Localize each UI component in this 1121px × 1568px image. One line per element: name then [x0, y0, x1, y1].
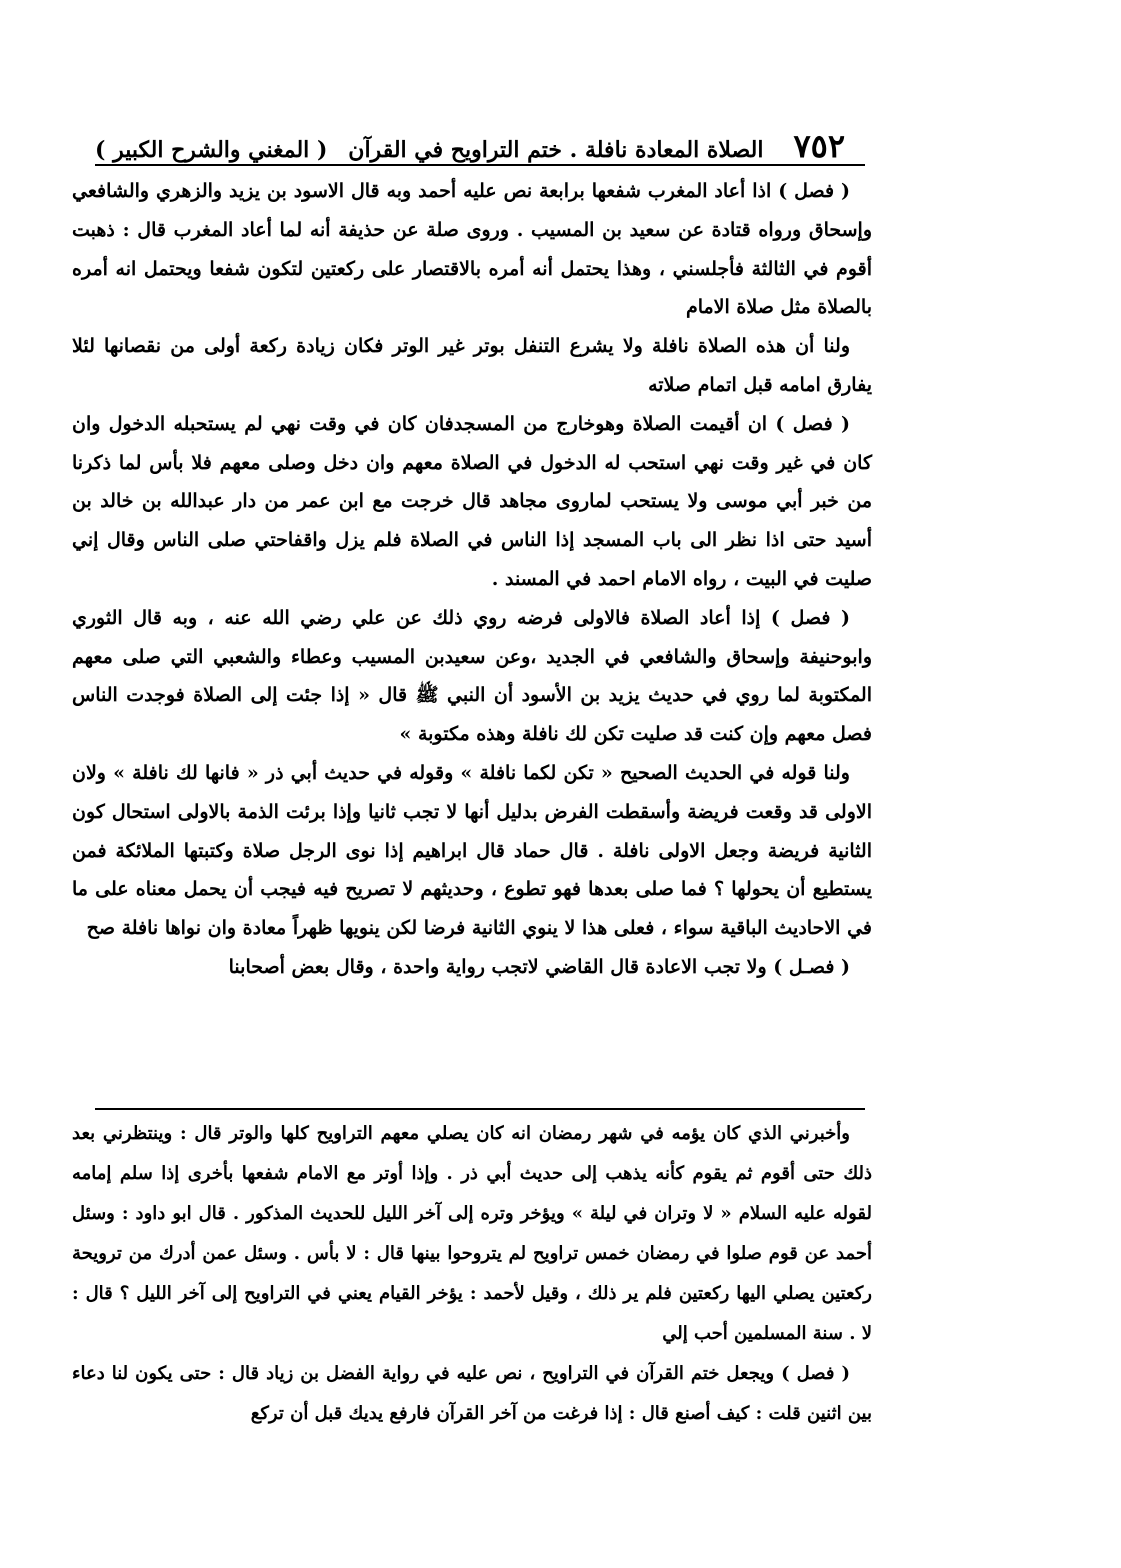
paragraph: ( فصل ) ان أقيمت الصلاة وهوخارج من المسجدفان كان في وقت نهي لم يستحبله الدخول وان كان في غير وقت نهي استحب له الدخول في الصلاة معهم وان دخل وصلى معهم فلا بأس لما ذكرنا من خبر أبي موسى ولا يستحب لماروى مجاهد قال خرجت مع ابن عمر من دار عبدالله بن خالد بن أسيد حتى اذا نظر الى باب المسجد إذا الناس في الصلاة فلم يزل واقفاحتي صلى الناس وقال إني صليت في البيت ، رواه الامام احمد في المسند .	[72, 412, 872, 590]
paragraph: ( فصل ) ويجعل ختم القرآن في التراويح ، نص عليه في رواية الفضل بن زياد قال : حتى يكون لنا دعاء بين اثنين قلت : كيف أصنع قال : إذا فرغت من آخر القرآن فارفع يديك قبل أن تركع	[72, 1363, 872, 1424]
commentary-divider	[95, 1108, 865, 1110]
header-rule	[95, 164, 865, 166]
paragraph: ( فصل ) اذا أعاد المغرب شفعها برابعة نص عليه أحمد وبه قال الاسود بن يزيد والزهري والشافعي وإسحاق ورواه قتادة عن سعيد بن المسيب . وروى صلة عن حذيفة أنه لما أعاد المغرب قال : ذهبت أقوم في الثالثة فأجلسني ، وهذا يحتمل أنه أمره بالاقتصار على ركعتين لتكون شفعا ويحتمل انه أمره بالصلاة مثل صلاة الامام	[72, 180, 872, 319]
book-title: ( المغني والشرح الكبير )	[95, 136, 328, 163]
paragraph: وأخبرني الذي كان يؤمه في شهر رمضان انه كان يصلي معهم التراويح كلها والوتر قال : وينتظرني بعد ذلك حتى أقوم ثم يقوم كأنه يذهب إلى حديث أبي ذر . وإذا أوتر مع الامام شفعها بأخرى إذا سلم إمامه لقوله عليه السلام « لا وتران في ليلة » ويؤخر وتره إلى آخر الليل للحديث المذكور . قال ابو داود : وسئل أحمد عن قوم صلوا في رمضان خمس تراويح لم يتروحوا بينها قال : لا بأس . وسئل عمن أدرك من ترويحة ركعتين يصلي اليها ركعتين فلم ير ذلك ، وقيل لأحمد : يؤخر القيام يعني في التراويح إلى آخر الليل ؟ قال : لا . سنة المسلمين أحب إلي	[72, 1123, 872, 1344]
commentary-text	[72, 1114, 872, 1434]
paragraph: ( فصل ) إذا أعاد الصلاة فالاولى فرضه روي ذلك عن علي رضي الله عنه ، وبه قال الثوري وابوحنيفة وإسحاق والشافعي في الجديد ،وعن سعيدبن المسيب وعطاء والشعبي التي صلى معهم المكتوبة لما روي في حديث يزيد بن الأسود أن النبي ﷺ قال « إذا جئت إلى الصلاة فوجدت الناس فصل معهم وإن كنت قد صليت تكن لك نافلة وهذه مكتوبة »	[72, 606, 872, 746]
running-title: الصلاة المعادة نافلة . ختم التراويح في القرآن	[348, 136, 764, 163]
paragraph: ولنا قوله في الحديث الصحيح « تكن لكما نافلة » وقوله في حديث أبي ذر « فانها لك نافلة » ولان الاولى قد وقعت فريضة وأسقطت الفرض بدليل أنها لا تجب ثانيا وإذا برئت الذمة بالاولى استحال كون الثانية فريضة وجعل الاولى نافلة . قال حماد قال ابراهيم إذا نوى الرجل صلاة وكتبتها الملائكة فمن يستطيع أن يحولها ؟ فما صلى بعدها فهو تطوع ، وحديثهم لا تصريح فيه فيجب أن يحمل معناه على ما في الاحاديث الباقية سواء ، فعلى هذا لا ينوي الثانية فرضا لكن ينويها ظهراً معادة وان نواها نافلة صح	[72, 761, 872, 940]
page-header	[95, 120, 845, 165]
paragraph: ( فصـل ) ولا تجب الاعادة قال القاضي لاتجب رواية واحدة ، وقال بعض أصحابنا	[228, 955, 850, 978]
main-text	[72, 172, 872, 987]
paragraph: ولنا أن هذه الصلاة نافلة ولا يشرع التنفل بوتر غير الوتر فكان زيادة ركعة أولى من نقصانها لئلا يفارق امامه قبل اتمام صلاته	[72, 335, 872, 396]
page-number: ٧٥٢	[793, 127, 845, 165]
